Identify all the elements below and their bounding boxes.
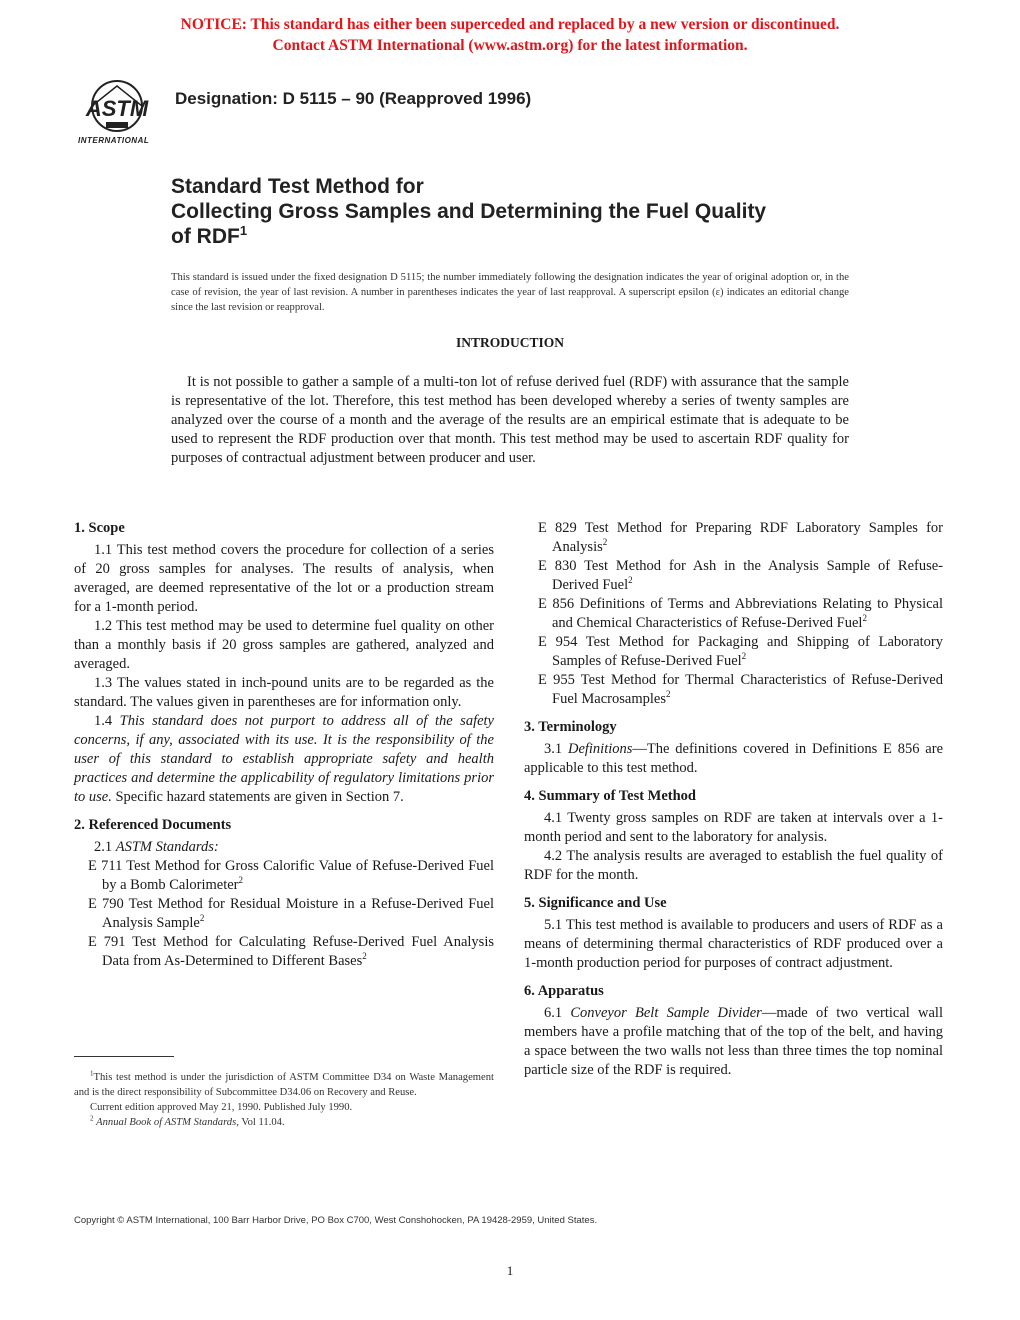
- introduction-text: It is not possible to gather a sample of a multi-ton lot of refuse derived fuel (RDF) with assurance that the sample is representative of the lot. Therefore, this test method has been developed whereby a series of twenty samples are analyzed over the course of a month and the average of the results are an empirical estimate that is adequate to be used to represent the RDF production over that month. This test method may be used to ascertain RDF quality for purposes of contractual adjustment between producer and user.: [171, 374, 849, 466]
- footnote-1: $^1$This test method is under the jurisdiction of ASTM Committee D34 on Waste Management and is the direct responsibility of Subcommittee D34.06 on Recovery and Reuse.: [74, 1069, 494, 1098]
- reference-e711: E 711 Test Method for Gross Calorific Value of Refuse-Derived Fuel by a Bomb Calorimeter$^2$: [88, 858, 494, 893]
- designation: Designation: D 5115 – 90 (Reapproved 1996): [175, 89, 532, 108]
- section-terminology-heading: 3. Terminology: [524, 719, 617, 735]
- notice-line-2: Contact ASTM International (www.astm.org) for the latest information.: [272, 37, 748, 54]
- right-column: [524, 519, 943, 1080]
- title-line-3: of RDF$^1$: [171, 223, 248, 248]
- footnote-2: $^2$ Annual Book of ASTM Standards, Vol 11.04.: [90, 1114, 285, 1128]
- title-line-1: Standard Test Method for: [171, 175, 424, 198]
- paragraph-6-1: 6.1 Conveyor Belt Sample Divider—made of two vertical wall members have a profile matching that of the top of the belt, and having a space between the two walls not less than three times the top nominal particle size of the RDF is required.: [524, 1005, 943, 1078]
- copyright-footer: Copyright © ASTM International, 100 Barr Harbor Drive, PO Box C700, West Conshohocken, PA 19428-2959, United States.: [74, 1215, 598, 1226]
- svg-text:ASTM: ASTM: [85, 96, 149, 121]
- reference-e791: E 791 Test Method for Calculating Refuse-Derived Fuel Analysis Data from As-Determined to Different Bases$^2$: [88, 934, 494, 969]
- footnotes: [74, 1070, 494, 1130]
- introduction-heading: INTRODUCTION: [455, 335, 564, 350]
- paragraph-1-1: 1.1 This test method covers the procedure for collection of a series of 20 gross samples for analyses. The results of analysis, when averaged, are deemed representative of the lot or a production stream for a 1-month period.: [74, 542, 494, 615]
- section-referenced-heading: 2. Referenced Documents: [74, 817, 232, 833]
- notice-line-1: NOTICE: This standard has either been superceded and replaced by a new version or discontinued.: [180, 16, 840, 33]
- reference-e856: E 856 Definitions of Terms and Abbreviations Relating to Physical and Chemical Characteristics of Refuse-Derived Fuel$^2$: [538, 596, 943, 631]
- section-significance-heading: 5. Significance and Use: [524, 895, 667, 911]
- paragraph-3-1: 3.1 Definitions—The definitions covered in Definitions E 856 are applicable to this test method.: [524, 741, 944, 776]
- reference-e829: E 829 Test Method for Preparing RDF Laboratory Samples for Analysis$^2$: [538, 520, 943, 555]
- footnote-rule: [74, 1056, 174, 1057]
- logo-text: INTERNATIONAL: [78, 136, 150, 145]
- left-column: [74, 519, 494, 971]
- astm-logo: [72, 78, 162, 148]
- reference-e790: E 790 Test Method for Residual Moisture in a Refuse-Derived Fuel Analysis Sample$^2$: [88, 896, 494, 931]
- paragraph-1-4: 1.4 This standard does not purport to address all of the safety concerns, if any, associated with its use. It is the responsibility of the user of this standard to establish appropriate safety and health practices and determine the applicability of regulatory limitations prior to use. Specific hazard statements are given in Section 7.: [74, 713, 494, 805]
- paragraph-4-1: 4.1 Twenty gross samples on RDF are taken at intervals over a 1-month period and sent to the laboratory for analysis.: [524, 810, 943, 845]
- document-title: [171, 174, 891, 249]
- footnote-1-edition: Current edition approved May 21, 1990. Published July 1990.: [90, 1102, 353, 1113]
- paragraph-1-2: 1.2 This test method may be used to determine fuel quality on other than a monthly basis if 20 gross samples are gathered, analyzed and averaged.: [74, 618, 494, 672]
- section-summary-heading: 4. Summary of Test Method: [524, 788, 696, 804]
- paragraph-5-1: 5.1 This test method is available to producers and users of RDF as a means of determining thermal characteristics of RDF produced over a 1-month production period for purposes of contract adjustment.: [524, 917, 943, 971]
- paragraph-1-3: 1.3 The values stated in inch-pound units are to be regarded as the standard. The values given in parentheses are for information only.: [74, 675, 494, 710]
- title-line-2: Collecting Gross Samples and Determining the Fuel Quality: [171, 200, 767, 223]
- paragraph-2-1: 2.1 ASTM Standards:: [94, 839, 219, 855]
- issue-note: This standard is issued under the fixed designation D 5115; the number immediately following the designation indicates the year of original adoption or, in the case of revision, the year of last revision. A number in parentheses indicates the year of last reapproval. A superscript epsilon (ε) indicates an editorial change since the last revision or reapproval.: [171, 272, 849, 313]
- page-number: 1: [506, 1263, 514, 1278]
- reference-e955: E 955 Test Method for Thermal Characteristics of Refuse-Derived Fuel Macrosamples$^2$: [538, 672, 943, 707]
- reference-e830: E 830 Test Method for Ash in the Analysis Sample of Refuse-Derived Fuel$^2$: [538, 558, 943, 593]
- reference-e954: E 954 Test Method for Packaging and Shipping of Laboratory Samples of Refuse-Derived Fuel$^2$: [538, 634, 943, 669]
- section-scope-heading: 1. Scope: [74, 520, 125, 536]
- section-apparatus-heading: 6. Apparatus: [524, 983, 604, 999]
- paragraph-4-2: 4.2 The analysis results are averaged to establish the fuel quality of RDF for the month.: [524, 848, 943, 883]
